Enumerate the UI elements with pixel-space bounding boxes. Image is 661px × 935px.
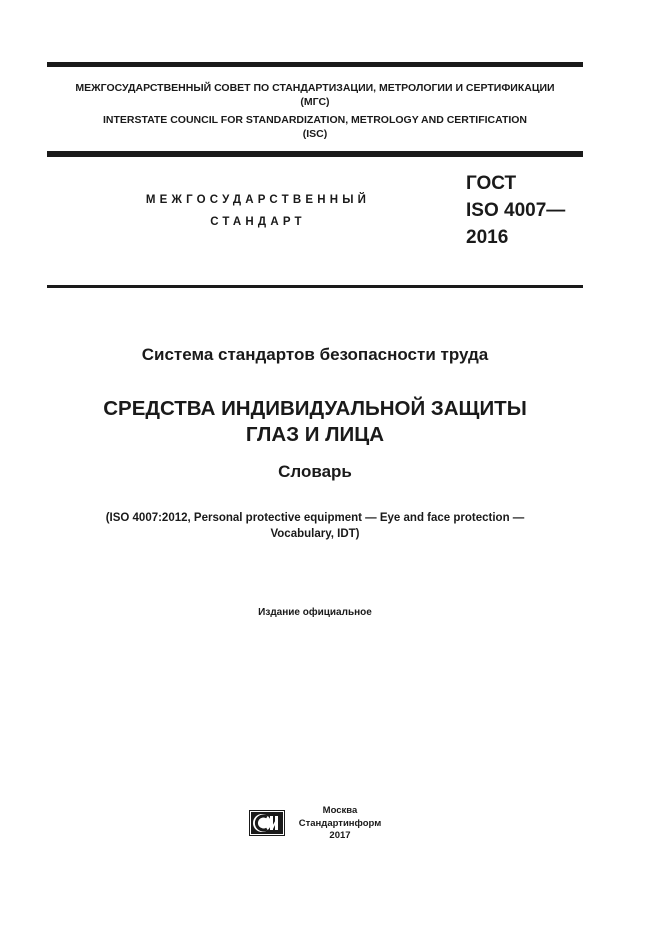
document-title-line2: ГЛАЗ И ЛИЦА [245,423,385,446]
top-rule [47,62,583,67]
gost-designation [466,170,565,251]
publisher-year: 2017 [329,830,351,841]
council-en-name: INTERSTATE COUNCIL FOR STANDARDIZATION, METROLOGY AND CERTIFICATION [102,114,528,126]
edition-label: Издание официальное [258,607,372,618]
international-reference-line2: Vocabulary, IDT) [270,528,360,540]
publisher-city: Москва [322,805,358,816]
series-title: Система стандартов безопасности труда [141,345,489,364]
gost-number: ISO 4007— [466,200,566,221]
council-ru-name: МЕЖГОСУДАРСТВЕННЫЙ СОВЕТ ПО СТАНДАРТИЗАЦИИ, МЕТРОЛОГИИ И СЕРТИФИКАЦИИ [75,82,555,94]
document-title [0,396,630,448]
international-reference [0,510,630,542]
publisher-info [292,805,388,843]
gost-label: ГОСТ [466,173,517,194]
document-subtitle: Словарь [278,462,352,481]
gost-year: 2016 [466,227,509,248]
publisher-name: Стандартинформ [298,817,382,829]
document-title-line1: СРЕДСТВА ИНДИВИДУАЛЬНОЙ ЗАЩИТЫ [103,397,527,420]
standartinform-logo-icon [249,810,285,836]
standard-kind-line1: МЕЖГОСУДАРСТВЕННЫЙ [145,194,371,206]
standard-kind-line2: СТАНДАРТ [210,216,306,228]
standard-kind [98,189,418,233]
header-bottom-rule [47,151,583,157]
council-ru-abbr: (МГС) [300,96,330,108]
council-en-abbr: (ISC) [302,128,328,140]
designation-bottom-rule [47,285,583,288]
council-header [47,81,583,141]
international-reference-line1: (ISO 4007:2012, Personal protective equipment — Eye and face protection — [105,512,525,524]
